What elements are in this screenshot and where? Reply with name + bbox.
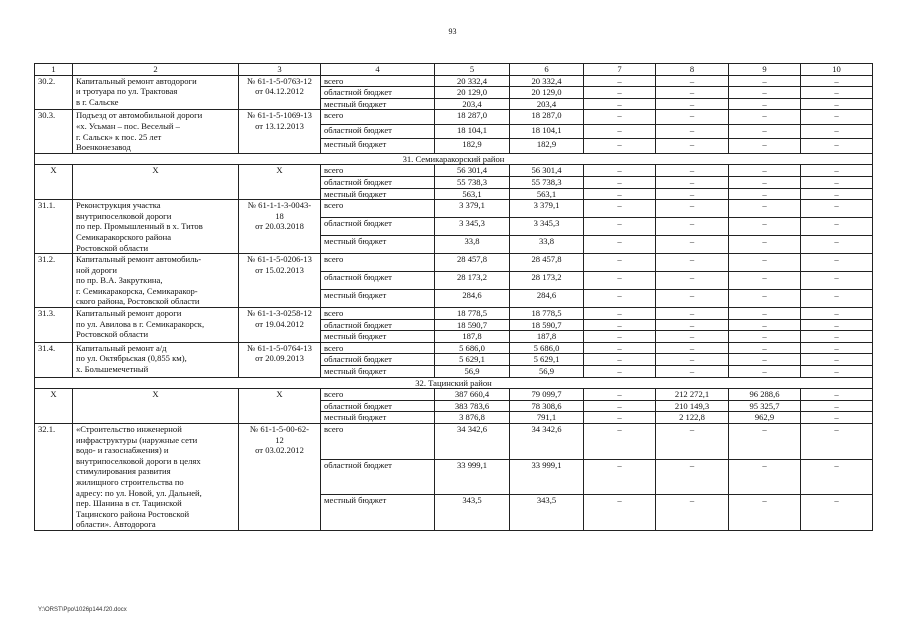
budget-source: областной бюджет bbox=[321, 218, 435, 236]
cell-line: № 61-1-5-0764-13 bbox=[247, 342, 312, 353]
value-col5: 55 738,3 bbox=[435, 176, 510, 188]
x-mark: X bbox=[35, 165, 73, 200]
empty-dash: – bbox=[801, 98, 873, 110]
empty-dash: – bbox=[584, 110, 656, 124]
document-number bbox=[239, 424, 321, 531]
section-title: 31. Семикаракорский район bbox=[35, 153, 873, 165]
value-col5: 18 590,7 bbox=[435, 319, 510, 331]
empty-dash: – bbox=[584, 308, 656, 320]
empty-dash: – bbox=[656, 98, 729, 110]
empty-dash: – bbox=[801, 424, 873, 460]
empty-dash: – bbox=[656, 110, 729, 124]
row-number: 30.2. bbox=[35, 75, 73, 110]
empty-dash: – bbox=[801, 389, 873, 401]
cell-line: 18 bbox=[275, 210, 284, 221]
empty-dash: – bbox=[656, 459, 729, 495]
budget-source: областной бюджет bbox=[321, 87, 435, 99]
cell-line: от 20.09.2013 bbox=[255, 353, 304, 364]
cell-line: ной дороги bbox=[76, 264, 118, 275]
cell-line: Капитальный ремонт автодороги bbox=[76, 75, 197, 86]
cell-line: х. Большемечетный bbox=[76, 364, 149, 375]
empty-dash: – bbox=[801, 319, 873, 331]
value-col5: 3 345,3 bbox=[435, 218, 510, 236]
x-mark: X bbox=[35, 389, 73, 424]
value-col5: 387 660,4 bbox=[435, 389, 510, 401]
empty-dash: – bbox=[584, 342, 656, 354]
value-col6: 33,8 bbox=[510, 236, 584, 254]
empty-dash: – bbox=[656, 236, 729, 254]
empty-dash: – bbox=[801, 331, 873, 343]
value-col6: 563,1 bbox=[510, 188, 584, 200]
value-col5: 563,1 bbox=[435, 188, 510, 200]
empty-dash: – bbox=[729, 424, 801, 460]
value-col6: 28 173,2 bbox=[510, 272, 584, 290]
empty-dash: – bbox=[729, 75, 801, 87]
cell-line: Капитальный ремонт а/д bbox=[76, 342, 167, 353]
empty-dash: – bbox=[729, 459, 801, 495]
document-number bbox=[239, 110, 321, 153]
empty-dash: – bbox=[656, 188, 729, 200]
empty-dash: – bbox=[801, 188, 873, 200]
object-name bbox=[73, 110, 239, 153]
empty-dash: – bbox=[729, 200, 801, 218]
empty-dash: – bbox=[584, 87, 656, 99]
budget-source: областной бюджет bbox=[321, 176, 435, 188]
value-col9: 95 325,7 bbox=[729, 400, 801, 412]
budget-source: местный бюджет bbox=[321, 188, 435, 200]
empty-dash: – bbox=[656, 308, 729, 320]
value-col6: 5 629,1 bbox=[510, 354, 584, 366]
value-col5: 3 379,1 bbox=[435, 200, 510, 218]
cell-line: Капитальный ремонт дороги bbox=[76, 308, 182, 319]
value-col5: 28 173,2 bbox=[435, 272, 510, 290]
empty-dash: – bbox=[584, 389, 656, 401]
empty-dash: – bbox=[584, 272, 656, 290]
value-col5: 182,9 bbox=[435, 139, 510, 153]
value-col6: 56 301,4 bbox=[510, 165, 584, 177]
empty-dash: – bbox=[656, 218, 729, 236]
row-number: 31.1. bbox=[35, 200, 73, 254]
empty-dash: – bbox=[801, 354, 873, 366]
empty-dash: – bbox=[729, 110, 801, 124]
empty-dash: – bbox=[801, 290, 873, 308]
table-row bbox=[35, 75, 873, 87]
cell-line: пер. Шанина в ст. Тацинской bbox=[76, 498, 182, 509]
cell-line: и тротуара по ул. Трактовая bbox=[76, 86, 178, 97]
empty-dash: – bbox=[584, 98, 656, 110]
empty-dash: – bbox=[656, 319, 729, 331]
empty-dash: – bbox=[584, 290, 656, 308]
header-row bbox=[35, 64, 873, 76]
empty-dash: – bbox=[656, 254, 729, 272]
value-col9: 96 288,6 bbox=[729, 389, 801, 401]
document-number bbox=[239, 75, 321, 110]
value-col6: 343,5 bbox=[510, 495, 584, 531]
table-row bbox=[35, 424, 873, 460]
budget-source: всего bbox=[321, 424, 435, 460]
empty-dash: – bbox=[729, 139, 801, 153]
value-col9: 962,9 bbox=[729, 412, 801, 424]
empty-dash: – bbox=[656, 290, 729, 308]
empty-dash: – bbox=[801, 87, 873, 99]
budget-source: областной бюджет bbox=[321, 400, 435, 412]
empty-dash: – bbox=[584, 254, 656, 272]
empty-dash: – bbox=[801, 366, 873, 378]
empty-dash: – bbox=[801, 495, 873, 531]
cell-line: от 20.03.2018 bbox=[255, 221, 304, 232]
empty-dash: – bbox=[584, 495, 656, 531]
value-col8: 210 149,3 bbox=[656, 400, 729, 412]
value-col5: 203,4 bbox=[435, 98, 510, 110]
value-col6: 18 287,0 bbox=[510, 110, 584, 124]
section-row bbox=[35, 153, 873, 165]
cell-line: № 61-1-5-1069-13 bbox=[247, 110, 312, 121]
budget-source: местный бюджет bbox=[321, 236, 435, 254]
section-row bbox=[35, 377, 873, 389]
empty-dash: – bbox=[729, 290, 801, 308]
cell-line: г. Сальск» к пос. 25 лет bbox=[76, 131, 162, 142]
empty-dash: – bbox=[584, 139, 656, 153]
empty-dash: – bbox=[584, 75, 656, 87]
value-col6: 5 686,0 bbox=[510, 342, 584, 354]
empty-dash: – bbox=[801, 75, 873, 87]
cell-line: водо- и газоснабжения) и bbox=[76, 445, 169, 456]
value-col5: 5 686,0 bbox=[435, 342, 510, 354]
value-col5: 18 287,0 bbox=[435, 110, 510, 124]
table-row bbox=[35, 254, 873, 272]
cell-line: Реконструкция участка bbox=[76, 200, 161, 211]
value-col8: 2 122,8 bbox=[656, 412, 729, 424]
cell-line: от 15.02.2013 bbox=[255, 264, 304, 275]
empty-dash: – bbox=[801, 308, 873, 320]
empty-dash: – bbox=[584, 218, 656, 236]
budget-source: всего bbox=[321, 389, 435, 401]
value-col5: 28 457,8 bbox=[435, 254, 510, 272]
value-col8: 212 272,1 bbox=[656, 389, 729, 401]
budget-source: местный бюджет bbox=[321, 495, 435, 531]
empty-dash: – bbox=[801, 200, 873, 218]
empty-dash: – bbox=[584, 124, 656, 138]
empty-dash: – bbox=[729, 342, 801, 354]
value-col6: 79 099,7 bbox=[510, 389, 584, 401]
value-col6: 20 332,4 bbox=[510, 75, 584, 87]
column-header: 4 bbox=[321, 64, 435, 76]
budget-source: областной бюджет bbox=[321, 354, 435, 366]
value-col6: 187,8 bbox=[510, 331, 584, 343]
object-name bbox=[73, 200, 239, 254]
footer-file-path: Y:\ORST\Ppo\1026p144.f20.docx bbox=[38, 607, 127, 613]
empty-dash: – bbox=[729, 188, 801, 200]
empty-dash: – bbox=[656, 124, 729, 138]
budget-source: местный бюджет bbox=[321, 412, 435, 424]
value-col6: 28 457,8 bbox=[510, 254, 584, 272]
empty-dash: – bbox=[729, 254, 801, 272]
empty-dash: – bbox=[801, 218, 873, 236]
empty-dash: – bbox=[801, 342, 873, 354]
empty-dash: – bbox=[656, 342, 729, 354]
empty-dash: – bbox=[656, 354, 729, 366]
object-name bbox=[73, 308, 239, 343]
budget-source: всего bbox=[321, 165, 435, 177]
cell-line: стимулирования развития bbox=[76, 466, 171, 477]
empty-dash: – bbox=[656, 495, 729, 531]
value-col6: 3 345,3 bbox=[510, 218, 584, 236]
empty-dash: – bbox=[584, 424, 656, 460]
empty-dash: – bbox=[801, 412, 873, 424]
value-col5: 284,6 bbox=[435, 290, 510, 308]
budget-source: всего bbox=[321, 254, 435, 272]
value-col6: 18 104,1 bbox=[510, 124, 584, 138]
empty-dash: – bbox=[584, 366, 656, 378]
budget-source: местный бюджет bbox=[321, 366, 435, 378]
empty-dash: – bbox=[729, 272, 801, 290]
summary-row bbox=[35, 165, 873, 177]
cell-line: Ростовской области bbox=[76, 329, 149, 340]
x-mark: X bbox=[239, 165, 321, 200]
value-col5: 34 342,6 bbox=[435, 424, 510, 460]
empty-dash: – bbox=[801, 400, 873, 412]
budget-source: областной бюджет bbox=[321, 272, 435, 290]
cell-line: внутрипоселковой дороги bbox=[76, 210, 172, 221]
empty-dash: – bbox=[584, 400, 656, 412]
empty-dash: – bbox=[801, 272, 873, 290]
cell-line: адресу: по ул. Новой, ул. Дальней, bbox=[76, 487, 202, 498]
value-col6: 791,1 bbox=[510, 412, 584, 424]
cell-line: по пр. В.А. Закруткина, bbox=[76, 275, 163, 286]
cell-line: от 13.12.2013 bbox=[255, 120, 304, 131]
empty-dash: – bbox=[801, 165, 873, 177]
empty-dash: – bbox=[729, 495, 801, 531]
summary-row bbox=[35, 389, 873, 401]
empty-dash: – bbox=[801, 254, 873, 272]
cell-line: № 61-1-1-3-0043- bbox=[247, 200, 312, 211]
value-col5: 18 104,1 bbox=[435, 124, 510, 138]
empty-dash: – bbox=[729, 366, 801, 378]
budget-source: местный бюджет bbox=[321, 139, 435, 153]
value-col5: 56 301,4 bbox=[435, 165, 510, 177]
document-number bbox=[239, 200, 321, 254]
cell-line: 12 bbox=[275, 434, 284, 445]
budget-source: всего bbox=[321, 308, 435, 320]
empty-dash: – bbox=[801, 236, 873, 254]
cell-line: от 03.02.2012 bbox=[255, 445, 304, 456]
section-title: 32. Тацинский район bbox=[35, 377, 873, 389]
empty-dash: – bbox=[584, 331, 656, 343]
empty-dash: – bbox=[656, 272, 729, 290]
empty-dash: – bbox=[656, 75, 729, 87]
value-col6: 33 999,1 bbox=[510, 459, 584, 495]
empty-dash: – bbox=[729, 236, 801, 254]
table-row bbox=[35, 200, 873, 218]
cell-line: по пер. Промышленный в х. Титов bbox=[76, 221, 203, 232]
value-col5: 5 629,1 bbox=[435, 354, 510, 366]
value-col5: 3 876,8 bbox=[435, 412, 510, 424]
x-mark: X bbox=[73, 389, 239, 424]
empty-dash: – bbox=[584, 319, 656, 331]
value-col6: 203,4 bbox=[510, 98, 584, 110]
empty-dash: – bbox=[801, 176, 873, 188]
empty-dash: – bbox=[584, 459, 656, 495]
row-number: 31.2. bbox=[35, 254, 73, 308]
empty-dash: – bbox=[656, 165, 729, 177]
empty-dash: – bbox=[729, 218, 801, 236]
object-name bbox=[73, 254, 239, 308]
cell-line: от 04.12.2012 bbox=[255, 86, 304, 97]
empty-dash: – bbox=[584, 200, 656, 218]
value-col5: 20 332,4 bbox=[435, 75, 510, 87]
empty-dash: – bbox=[729, 308, 801, 320]
budget-source: местный бюджет bbox=[321, 98, 435, 110]
row-number: 32.1. bbox=[35, 424, 73, 531]
x-mark: X bbox=[239, 389, 321, 424]
value-col5: 383 783,6 bbox=[435, 400, 510, 412]
row-number: 31.4. bbox=[35, 342, 73, 377]
empty-dash: – bbox=[729, 331, 801, 343]
value-col6: 18 778,5 bbox=[510, 308, 584, 320]
empty-dash: – bbox=[729, 319, 801, 331]
empty-dash: – bbox=[584, 412, 656, 424]
budget-table bbox=[34, 63, 873, 531]
empty-dash: – bbox=[729, 98, 801, 110]
empty-dash: – bbox=[656, 87, 729, 99]
cell-line: Капитальный ремонт автомобиль- bbox=[76, 254, 202, 265]
value-col6: 34 342,6 bbox=[510, 424, 584, 460]
cell-line: от 19.04.2012 bbox=[255, 318, 304, 329]
cell-line: № 61-1-5-0206-13 bbox=[247, 254, 312, 265]
budget-source: всего bbox=[321, 342, 435, 354]
column-header: 5 bbox=[435, 64, 510, 76]
column-header: 7 bbox=[584, 64, 656, 76]
column-header: 9 bbox=[729, 64, 801, 76]
value-col5: 33,8 bbox=[435, 236, 510, 254]
cell-line: г. Семикаракорска, Семикаракор- bbox=[76, 285, 198, 296]
empty-dash: – bbox=[656, 331, 729, 343]
cell-line: Ростовской области bbox=[76, 242, 149, 253]
column-header: 3 bbox=[239, 64, 321, 76]
cell-line: № 61-1-5-00-62- bbox=[249, 424, 310, 434]
document-number bbox=[239, 342, 321, 377]
value-col6: 284,6 bbox=[510, 290, 584, 308]
cell-line: Военконезавод bbox=[76, 142, 131, 153]
value-col6: 55 738,3 bbox=[510, 176, 584, 188]
cell-line: внутрипоселковой дороги в целях bbox=[76, 455, 201, 466]
empty-dash: – bbox=[584, 354, 656, 366]
empty-dash: – bbox=[584, 236, 656, 254]
object-name bbox=[73, 75, 239, 110]
cell-line: в г. Сальске bbox=[76, 96, 119, 107]
empty-dash: – bbox=[729, 354, 801, 366]
empty-dash: – bbox=[729, 176, 801, 188]
value-col5: 18 778,5 bbox=[435, 308, 510, 320]
empty-dash: – bbox=[656, 200, 729, 218]
table-row bbox=[35, 308, 873, 320]
document-number bbox=[239, 308, 321, 343]
cell-line: по ул. Октябрьская (0,855 км), bbox=[76, 353, 187, 364]
value-col5: 187,8 bbox=[435, 331, 510, 343]
empty-dash: – bbox=[584, 165, 656, 177]
cell-line: инфраструктуры (наружные сети bbox=[76, 434, 198, 445]
empty-dash: – bbox=[729, 124, 801, 138]
cell-line: № 61-1-5-0763-12 bbox=[247, 75, 312, 86]
budget-source: всего bbox=[321, 110, 435, 124]
table-row bbox=[35, 110, 873, 124]
cell-line: № 61-1-3-0258-12 bbox=[247, 308, 312, 319]
value-col5: 343,5 bbox=[435, 495, 510, 531]
budget-source: областной бюджет bbox=[321, 124, 435, 138]
table-body bbox=[35, 64, 873, 531]
value-col6: 3 379,1 bbox=[510, 200, 584, 218]
empty-dash: – bbox=[656, 176, 729, 188]
empty-dash: – bbox=[656, 424, 729, 460]
budget-source: всего bbox=[321, 75, 435, 87]
empty-dash: – bbox=[584, 188, 656, 200]
empty-dash: – bbox=[801, 124, 873, 138]
budget-source: областной бюджет bbox=[321, 459, 435, 495]
cell-line: жилищного строительства по bbox=[76, 476, 184, 487]
budget-source: всего bbox=[321, 200, 435, 218]
empty-dash: – bbox=[584, 176, 656, 188]
value-col6: 56,9 bbox=[510, 366, 584, 378]
value-col6: 182,9 bbox=[510, 139, 584, 153]
empty-dash: – bbox=[729, 87, 801, 99]
column-header: 2 bbox=[73, 64, 239, 76]
cell-line: ского района, Ростовской области bbox=[76, 296, 200, 307]
empty-dash: – bbox=[801, 459, 873, 495]
empty-dash: – bbox=[656, 139, 729, 153]
value-col6: 20 129,0 bbox=[510, 87, 584, 99]
value-col6: 18 590,7 bbox=[510, 319, 584, 331]
cell-line: области». Автодорога bbox=[76, 519, 156, 530]
x-mark: X bbox=[73, 165, 239, 200]
document-number bbox=[239, 254, 321, 308]
row-number: 31.3. bbox=[35, 308, 73, 343]
page-number: 93 bbox=[448, 27, 457, 36]
object-name bbox=[73, 424, 239, 531]
cell-line: «Строительство инженерной bbox=[76, 424, 182, 434]
budget-source: местный бюджет bbox=[321, 331, 435, 343]
empty-dash: – bbox=[656, 366, 729, 378]
object-name bbox=[73, 342, 239, 377]
column-header: 6 bbox=[510, 64, 584, 76]
value-col5: 33 999,1 bbox=[435, 459, 510, 495]
cell-line: Семикаракорского района bbox=[76, 231, 172, 242]
cell-line: Подъезд от автомобильной дороги bbox=[76, 110, 203, 121]
table-row bbox=[35, 342, 873, 354]
value-col5: 56,9 bbox=[435, 366, 510, 378]
row-number: 30.3. bbox=[35, 110, 73, 153]
column-header: 10 bbox=[801, 64, 873, 76]
value-col5: 20 129,0 bbox=[435, 87, 510, 99]
column-header: 8 bbox=[656, 64, 729, 76]
cell-line: Тацинского района Ростовской bbox=[76, 508, 190, 519]
cell-line: «х. Усьман – пос. Веселый – bbox=[76, 120, 180, 131]
column-header: 1 bbox=[35, 64, 73, 76]
value-col6: 78 308,6 bbox=[510, 400, 584, 412]
empty-dash: – bbox=[729, 165, 801, 177]
budget-source: местный бюджет bbox=[321, 290, 435, 308]
budget-source: областной бюджет bbox=[321, 319, 435, 331]
empty-dash: – bbox=[801, 139, 873, 153]
empty-dash: – bbox=[801, 110, 873, 124]
cell-line: по ул. Авилова в г. Семикаракорск, bbox=[76, 318, 205, 329]
